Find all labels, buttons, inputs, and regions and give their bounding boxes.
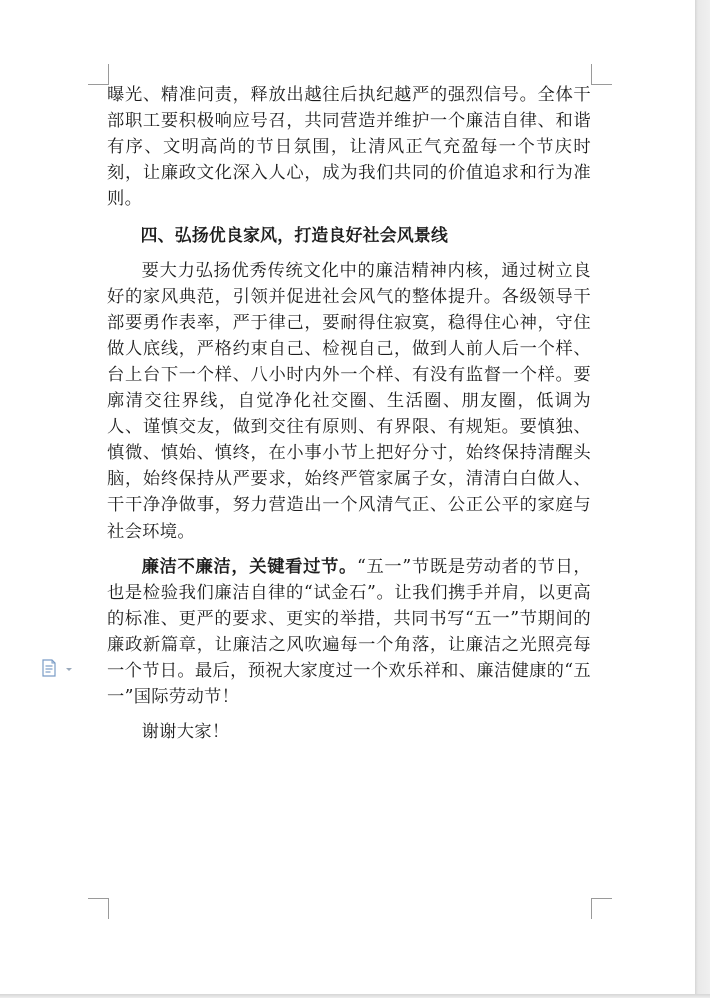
closing-line: 谢谢大家！ bbox=[141, 722, 230, 743]
document-layout-options-icon[interactable] bbox=[42, 659, 76, 677]
margin-corner-top-left bbox=[88, 64, 109, 85]
margin-corner-bottom-left bbox=[88, 898, 109, 919]
paragraph-festival bbox=[107, 554, 591, 711]
paragraph-festival-rest: “五一”节既是劳动者的节日，也是检验我们廉洁自律的“试金石”。让我们携手并肩，以更高的标准、更严的要求、更实的举措，共同书写“五一”节期间的廉政新篇章，让廉洁之风吹遍每一个角落，让廉洁之光照亮每一个节日。最后，预祝大家度过一个欢乐祥和、廉洁健康的“五一”国际劳动节！ bbox=[107, 556, 591, 708]
paragraph-festival-lead: 廉洁不廉洁，关键看过节。 bbox=[141, 556, 357, 577]
section-heading: 四、弘扬优良家风，打造良好社会风景线 bbox=[140, 225, 449, 246]
margin-corner-bottom-right bbox=[591, 898, 612, 919]
document-body[interactable] bbox=[107, 82, 591, 745]
chevron-down-icon bbox=[66, 668, 72, 671]
paragraph-continued: 曝光、精准问责，释放出越往后执纪越严的强烈信号。全体干部职工要积极响应号召，共同营造并维护一个廉洁自律、和谐有序、文明高尚的节日氛围，让清风正气充盈每一个节庆时刻，让廉政文化深入人心，成为我们共同的价值追求和行为准则。 bbox=[107, 85, 591, 210]
viewer-right-gutter bbox=[695, 0, 710, 998]
paragraph-family-style: 要大力弘扬优秀传统文化中的廉洁精神内核，通过树立良好的家风典范，引领并促进社会风气的整体提升。各级领导干部要勇作表率，严于律己，要耐得住寂寞，稳得住心神，守住做人底线，严格约束自己、检视自己，做到人前人后一个样、台上台下一个样、八小时内外一个样、有没有监督一个样。要廓清交往界线，自觉净化社交圈、生活圈、朋友圈，低调为人、谨慎交友，做到交往有原则、有界限、有规矩。要慎独、慎微、慎始、慎终，在小事小节上把好分寸，始终保持清醒头脑，始终保持从严要求，始终严管家属子女，清清白白做人、干干净净做事，努力营造出一个风清气正、公正公平的家庭与社会环境。 bbox=[107, 260, 591, 542]
margin-corner-top-right bbox=[591, 64, 612, 85]
viewer-bottom-gutter bbox=[0, 994, 710, 998]
